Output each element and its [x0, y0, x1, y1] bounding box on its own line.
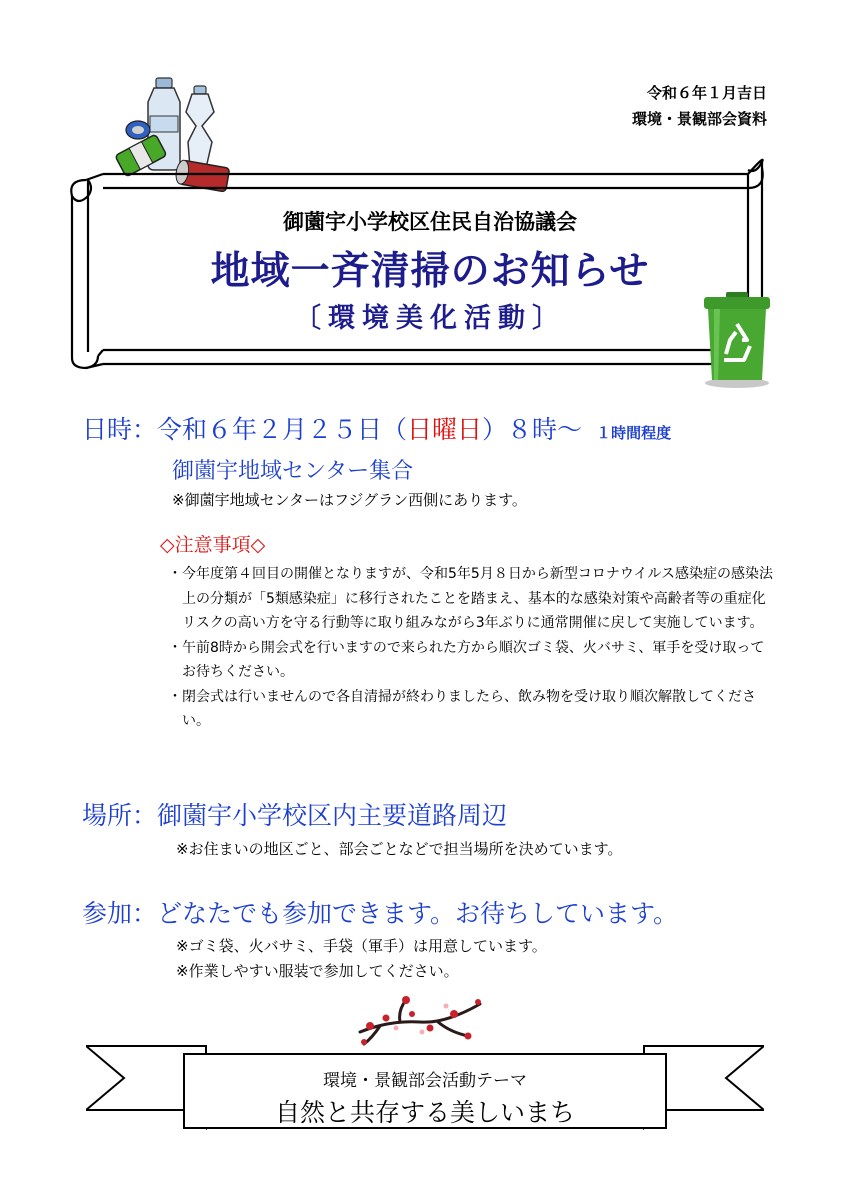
document-label: 環境・景観部会資料 — [631, 110, 767, 128]
participation-value: どなたでも参加できます。お待ちしています。 — [157, 899, 679, 928]
page-title: 地域一斉清掃のお知らせ — [210, 249, 650, 294]
caution-item: ・今年度第４回目の開催となりますが、令和5年5月８日から新型コロナウイルス感染症の感染法上の分類が「5類感染症」に移行されたことを踏まえ、基本的な感染対策や高齢者等の重症化リスクの高い方を守る行動等に取り組みながら3年ぶりに通常開催に戻して実施しています。 — [168, 566, 773, 631]
event-duration: １時間程度 — [596, 424, 672, 442]
participation-line — [82, 894, 678, 930]
participation-label: 参加： — [82, 899, 158, 928]
datetime-label: 日時： — [82, 415, 158, 444]
header-info — [632, 80, 767, 132]
place-note: ※お住まいの地区ごと、部会ごとなどで担当場所を決めています。 — [176, 840, 623, 858]
organization-name: 御薗宇小学校区住民自治協議会 — [283, 210, 577, 234]
participation-note: ※ゴミ袋、火バサミ、手袋（軍手）は用意しています。 — [176, 937, 547, 955]
page-subtitle: 〔環境美化活動〕 — [294, 303, 566, 334]
caution-item: ・午前8時から開会式を行いますので来られた方から順次ゴミ袋、火バサミ、軍手を受け取ってお待ちください。 — [168, 639, 765, 680]
caution-item: ・閉会式は行いませんので各自清掃が終わりましたら、飲み物を受け取り順次解散してください。 — [168, 688, 756, 729]
caution-heading: ◇注意事項◇ — [160, 534, 266, 556]
event-date: 令和６年２月２５日（ — [157, 415, 408, 444]
theme-text: 自然と共存する美しいまち — [274, 1098, 575, 1127]
place-line — [82, 796, 507, 832]
event-time: ）８時～ — [482, 415, 583, 444]
meeting-venue: 御薗宇地域センター集合 — [172, 459, 414, 484]
caution-list — [168, 562, 778, 734]
place-value: 御薗宇小学校区内主要道路周辺 — [157, 801, 508, 830]
datetime-line — [82, 410, 671, 446]
theme-label: 環境・景観部会活動テーマ — [323, 1071, 527, 1091]
event-day: 日曜日 — [407, 415, 483, 444]
issue-date: 令和６年１月吉日 — [646, 84, 767, 102]
recycle-bin-icon — [700, 290, 774, 390]
venue-note: ※御薗宇地域センターはフジグラン西側にあります。 — [172, 491, 527, 509]
place-label: 場所： — [82, 801, 158, 830]
participation-note: ※作業しやすい服装で参加してください。 — [176, 962, 459, 980]
